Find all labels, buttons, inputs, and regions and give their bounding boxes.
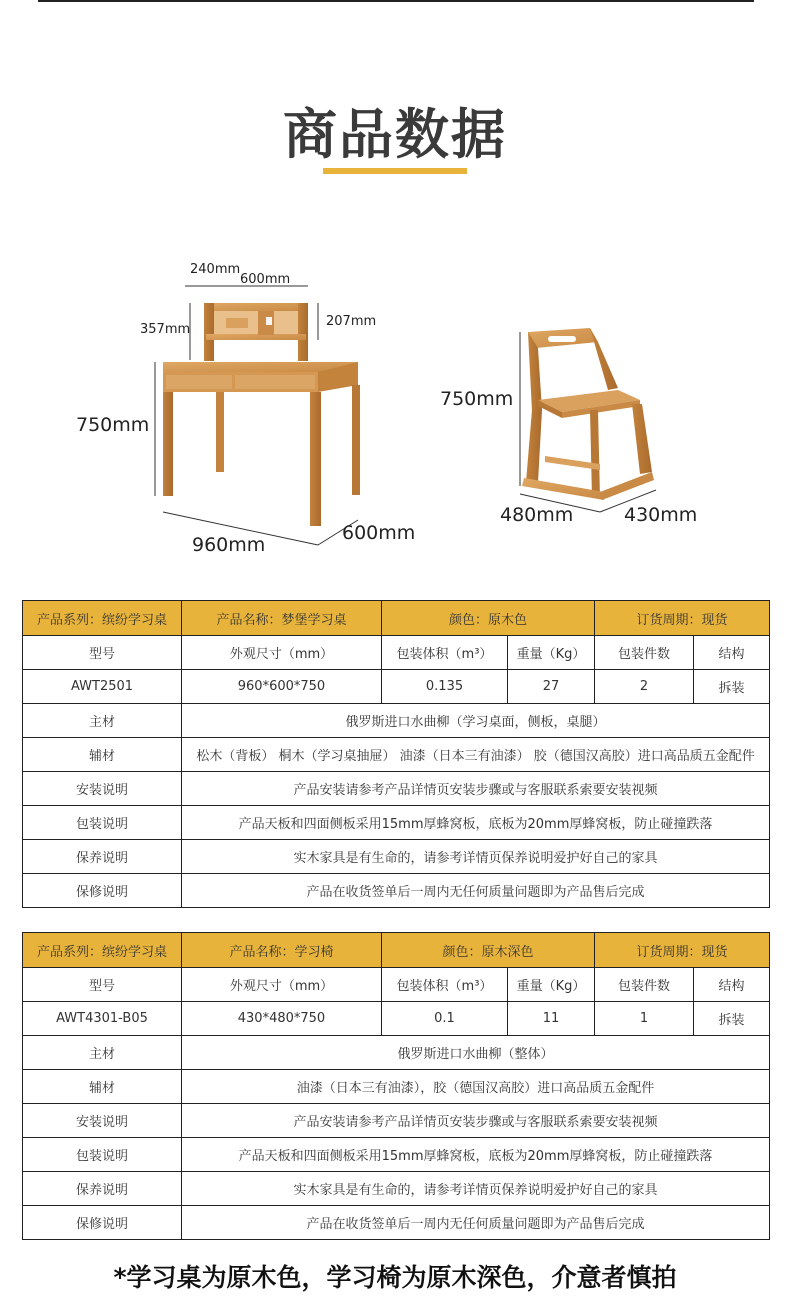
column-header: 重量（Kg） [508,968,595,1002]
detail-label: 辅材 [23,738,182,772]
structure-value: 拆装 [694,670,770,704]
column-header: 外观尺寸（mm） [182,968,382,1002]
volume-value: 0.135 [382,670,508,704]
product-name: 产品名称：学习椅 [182,933,382,968]
chair-height-label: 750mm [440,388,514,410]
detail-value: 实木家具是有生命的，请参考详情页保养说明爱护好自己的家具 [182,1172,770,1206]
column-header: 型号 [23,968,182,1002]
chair-spec-table [22,932,770,1240]
chair-width-label: 480mm [500,504,574,526]
detail-label: 安装说明 [23,1104,182,1138]
desk-cubby-height-label: 207mm [326,314,377,329]
table-row [23,1138,770,1172]
detail-value: 油漆（日本三有油漆），胶（德国汉高胶）进口高品质五金配件 [182,1070,770,1104]
detail-value: 产品在收货签单后一周内无任何质量问题即为产品售后完成 [182,1206,770,1240]
table-row [23,738,770,772]
table-row [23,1036,770,1070]
model-value: AWT2501 [23,670,182,704]
desk-height-label: 750mm [76,414,150,436]
detail-label: 包装说明 [23,1138,182,1172]
column-header: 结构 [694,636,770,670]
column-header: 包装件数 [595,968,694,1002]
size-value: 430*480*750 [182,1002,382,1036]
column-header: 外观尺寸（mm） [182,636,382,670]
table-row [23,670,770,704]
column-header: 结构 [694,968,770,1002]
product-color: 颜色：原木深色 [382,933,595,968]
desk-shelf-width-label: 600mm [240,272,291,287]
desk-shelf-depth-label: 240mm [190,262,241,277]
table-row [23,1002,770,1036]
title-underline [323,168,467,174]
column-header: 型号 [23,636,182,670]
table-row [23,806,770,840]
desk-shelf-height-label: 357mm [140,322,191,337]
detail-value: 产品天板和四面侧板采用15mm厚蜂窝板，底板为20mm厚蜂窝板，防止碰撞跌落 [182,806,770,840]
column-header: 包装件数 [595,636,694,670]
table-header-row [23,933,770,968]
detail-label: 保养说明 [23,1172,182,1206]
table-header-row [23,601,770,636]
model-value: AWT4301-B05 [23,1002,182,1036]
product-color: 颜色：原木色 [382,601,595,636]
size-value: 960*600*750 [182,670,382,704]
weight-value: 27 [508,670,595,704]
pieces-value: 2 [595,670,694,704]
table-row [23,1172,770,1206]
detail-label: 保修说明 [23,1206,182,1240]
volume-value: 0.1 [382,1002,508,1036]
table-row [23,704,770,738]
desk-width-label: 960mm [192,534,266,556]
order-cycle: 订货周期：现货 [595,933,770,968]
pieces-value: 1 [595,1002,694,1036]
detail-label: 主材 [23,704,182,738]
table-row [23,1206,770,1240]
desk-depth-label: 600mm [342,522,416,544]
table-row [23,1070,770,1104]
column-header-row [23,636,770,670]
detail-value: 产品在收货签单后一周内无任何质量问题即为产品售后完成 [182,874,770,908]
product-series: 产品系列：缤纷学习桌 [23,933,182,968]
detail-label: 安装说明 [23,772,182,806]
color-disclaimer: *学习桌为原木色，学习椅为原木深色，介意者慎拍 [113,1263,677,1292]
table-row [23,772,770,806]
detail-label: 主材 [23,1036,182,1070]
column-header: 包装体积（m³） [382,968,508,1002]
product-illustration [0,250,790,580]
column-header: 包装体积（m³） [382,636,508,670]
detail-value: 产品天板和四面侧板采用15mm厚蜂窝板，底板为20mm厚蜂窝板，防止碰撞跌落 [182,1138,770,1172]
table-row [23,840,770,874]
detail-value: 实木家具是有生命的，请参考详情页保养说明爱护好自己的家具 [182,840,770,874]
product-series: 产品系列：缤纷学习桌 [23,601,182,636]
product-name: 产品名称：梦堡学习桌 [182,601,382,636]
detail-value: 俄罗斯进口水曲柳（学习桌面，侧板，桌腿） [182,704,770,738]
detail-value: 俄罗斯进口水曲柳（整体） [182,1036,770,1070]
detail-label: 辅材 [23,1070,182,1104]
column-header-row [23,968,770,1002]
detail-value: 产品安装请参考产品详情页安装步骤或与客服联系索要安装视频 [182,1104,770,1138]
detail-value: 产品安装请参考产品详情页安装步骤或与客服联系索要安装视频 [182,772,770,806]
chair-depth-label: 430mm [624,504,698,526]
detail-label: 保养说明 [23,840,182,874]
table-row [23,874,770,908]
desk-spec-table [22,600,770,908]
detail-value: 松木（背板） 桐木（学习桌抽屉） 油漆（日本三有油漆） 胶（德国汉高胶）进口高品质五金配件 [182,738,770,772]
page-title: 商品数据 [283,103,507,166]
order-cycle: 订货周期：现货 [595,601,770,636]
weight-value: 11 [508,1002,595,1036]
top-divider [38,0,754,2]
detail-label: 包装说明 [23,806,182,840]
table-row [23,1104,770,1138]
column-header: 重量（Kg） [508,636,595,670]
structure-value: 拆装 [694,1002,770,1036]
detail-label: 保修说明 [23,874,182,908]
chair-drawing [520,328,656,512]
